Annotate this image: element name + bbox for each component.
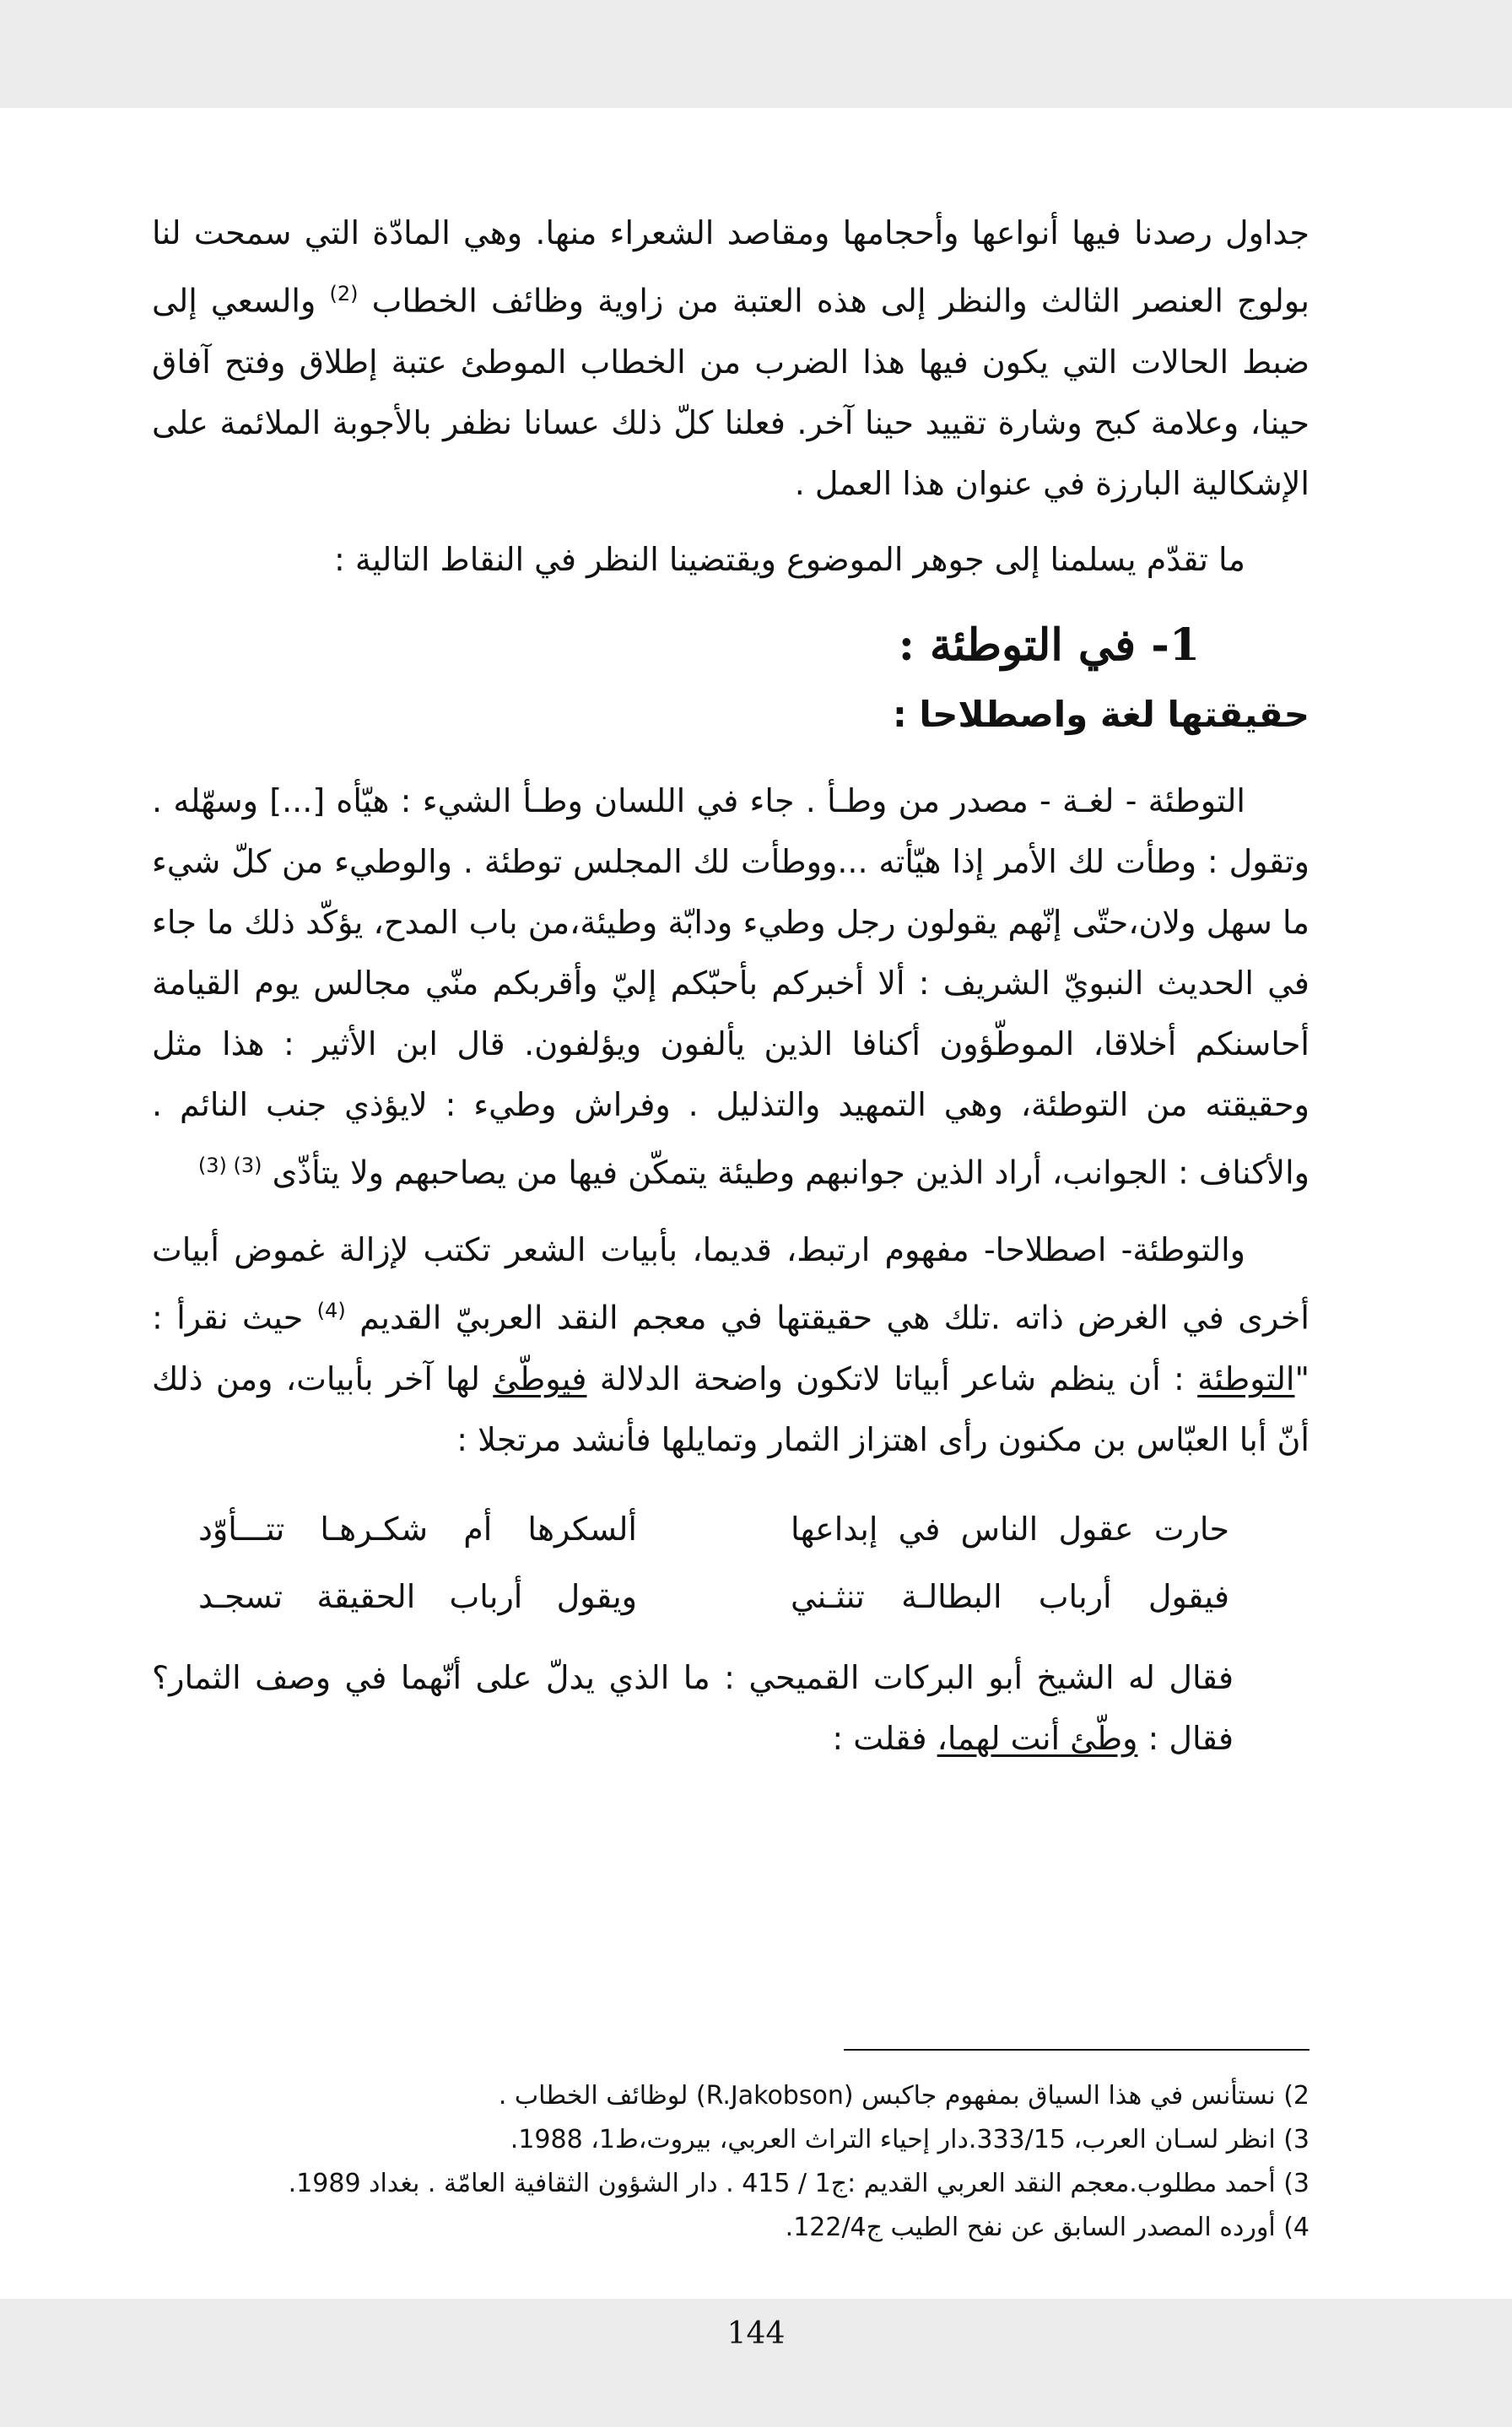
underlined-verb: فيوطّئ xyxy=(493,1359,587,1397)
footnote-ref-2: (2) xyxy=(329,282,359,305)
footnote-separator xyxy=(844,2049,1310,2051)
page-number: 144 xyxy=(726,2316,786,2351)
paragraph-anecdote: فقال له الشيخ أبو البركات القميحي : ما الذي يدلّ على أنّهما في وصف الثمار؟ فقال : وطّئ أنت لهما، فقلت : xyxy=(152,1658,1234,1757)
verse-first-hemistich: حارت عقول الناس في إبداعها xyxy=(791,1510,1229,1548)
footnote-ref-3: (3) (3) xyxy=(197,1153,262,1177)
document-page xyxy=(0,108,1512,2351)
verse-first-hemistich: فيقول أرباب البطالـة تنثـني xyxy=(791,1577,1229,1615)
poem-verses xyxy=(152,1495,1310,1630)
paragraph-intro: جداول رصدنا فيها أنواعها وأحجامها ومقاصد الشعراء منها. وهي المادّة التي سمحت لنا بولوج العنصر الثالث والنظر إلى هذه العتبة من زاوية وظائف الخطاب $^{(2)}$ والسعي إلى ضبط الحالات التي يكون فيها هذا الضرب من الخطاب الموطئ عتبة إطلاق وفتح آفاق حينا، وعلامة كبح وشارة تقييد حينا آخر. فعلنا كلّ ذلك عسانا نظفر بالأجوبة الملائمة على الإشكالية البارزة في عنوان هذا العمل . xyxy=(152,214,1310,502)
underlined-phrase: وطّئ أنت لهما، xyxy=(937,1719,1138,1757)
footnote-ref-4: (4) xyxy=(316,1299,346,1323)
footnote-3a: 3) انظر لسـان العرب، 333/15.دار إحياء التراث العربي، بيروت،ط1، 1988. xyxy=(510,2125,1310,2154)
verse-line xyxy=(198,1563,1229,1630)
footnotes xyxy=(245,2074,1310,2250)
paragraph-definition-term: والتوطئة- اصطلاحا- مفهوم ارتبط، قديما، بأبيات الشعر تكتب لإزالة غموض أبيات أخرى في الغرض ذاته .تلك هي حقيقتها في معجم النقد العربيّ القديم $^{(4)}$ حيث نقرأ : "التوطئة : أن ينظم شاعر أبياتا لاتكون واضحة الدلالة فيوطّئ لها آخر بأبيات، ومن ذلك أنّ أبا العبّاس بن مكنون رأى اهتزاز الثمار وتمايلها فأنشد مرتجلا : xyxy=(152,1231,1310,1458)
footnote-4: 4) أورده المصدر السابق عن نفح الطيب ج122/4. xyxy=(785,2213,1310,2242)
body-text xyxy=(152,203,1310,1769)
section-title: 1- في التوطئة : xyxy=(898,619,1200,671)
subsection-title: حقيقتها لغة واصطلاحا : xyxy=(892,693,1310,735)
verse-second-hemistich: ألسكرها أم شكـرهـا تتـــأوّد xyxy=(198,1510,637,1548)
footnote-2: 2) نستأنس في هذا السياق بمفهوم جاكبس (R.Jakobson) لوظائف الخطاب . xyxy=(498,2081,1310,2111)
paragraph-transition: ما تقدّم يسلمنا إلى جوهر الموضوع ويقتضينا النظر في النقاط التالية : xyxy=(334,540,1245,578)
underlined-term: التوطئة xyxy=(1197,1359,1295,1397)
verse-second-hemistich: ويقول أرباب الحقيقة تسجـد xyxy=(198,1577,637,1615)
footnote-3b: 3) أحمد مطلوب.معجم النقد العربي القديم :ج1 / 415 . دار الشؤون الثقافية العامّة . بغداد 1989. xyxy=(288,2169,1310,2198)
paragraph-definition-language: التوطئة - لغـة - مصدر من وطـأ . جاء في اللسان وطـأ الشيء : هيّأه [...] وسهّله . وتقول : وطأت لك الأمر إذا هيّأته ...ووطأت لك المجلس توطئة . والوطيء من كلّ شيء ما سهل ولان،حتّى إنّهم يقولون رجل وطيء ودابّة وطيئة،من باب المدح، يؤكّد ذلك ما جاء في الحديث النبويّ الشريف : ألا أخبركم بأحبّكم إليّ وأقربكم منّي مجالس يوم القيامة أحاسنكم أخلاقا، الموطّؤون أكنافا الذين يألفون ويؤلفون. قال ابن الأثير : هذا مثل وحقيقته من التوطئة، وهي التمهيد والتذليل . وفراش وطيء : لايؤذي جنب النائم . والأكناف : الجوانب، أراد الذين جوانبهم وطيئة يتمكّن فيها من يصاحبهم ولا يتأذّى $^{(3) (3)}$ xyxy=(152,781,1310,1192)
verse-line xyxy=(198,1495,1229,1563)
